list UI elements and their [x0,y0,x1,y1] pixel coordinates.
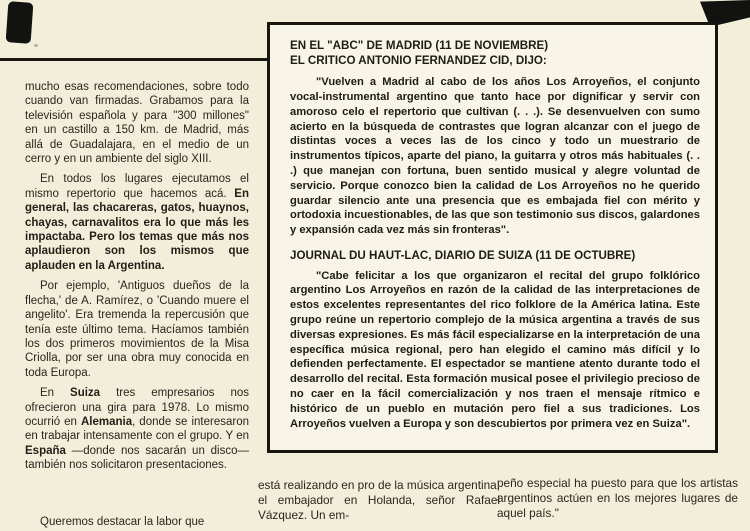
paragraph-ejemplos: Por ejemplo, 'Antiguos dueños de la flecha,' de A. Ramírez, o 'Cuando muere el angelito'. Era tremenda la repercusión que tenía este último tema. Hacíamos también los dos primeros movimientos de la Misa Criolla, por ser una obra muy conocida en toda Europa. [25,280,249,379]
text-run: tres empresarios nos ofrecieron una gira para 1978. Lo mismo ocurrió en [25,387,249,428]
paragraph-recomendaciones: mucho esas recomendaciones, sobre todo cuando van firmadas. Grabamos para la televisión española y para "300 millones" en un castillo a 150 km. de Madrid, más allá de Guadalajara, en el medio de un cerro y en un ambiente del siglo XIII. [25,81,249,166]
left-text-column [25,80,249,531]
quote-header-abc-line2: EL CRITICO ANTONIO FERNANDEZ CID, DIJO: [290,53,547,67]
paragraph-repertorio-regular: En todos los lugares ejecutamos el mismo repertorio que hacemos acá. [25,173,249,200]
bottom-column-right: peño especial ha puesto para que los artistas argentinos actúen en los mejores lugares de aquel país." [497,476,738,520]
quote-header-journal-haut-lac: JOURNAL DU HAUT-LAC, DIARIO DE SUIZA (11 DE OCTUBRE) [290,248,636,262]
bold-alemania: Alemania [80,415,133,428]
paragraph-repertorio [25,172,249,273]
paragraph-repertorio-bold: En general, las chacareras, gatos, huaynos, chayas, carnavalitos era lo que más les impactaba. Pero los temas que más nos aplaudieron son los mismos que aplauden en la Argentina. [25,187,249,272]
bold-espana: España [25,444,66,457]
quote-journal-haut-lac: "Cabe felicitar a los que organizaron el recital del grupo folklórico argentino Los Arroyeños en razón de la calidad de las interpretaciones de estos excelentes representantes del rico folklore de la América latina. Este grupo reúne un repertorio complejo de la música argentina a través de sus diversas expresiones. Es más fácil especializarse en la interpretación de una específica música regional, pero han elegido el camino más difícil y lo defienden perfectamente. El espectador se mantiene atento durante todo el desarrollo del recital. Esta formación musical posee el privilegio precioso de no caer en la fácil comercialización y nos traen el mensaje rítmico e histórico de un pueblo en mutación pero fiel a sus tradiciones. Los Arroyeños vuelven a Europa y son descubiertos por primera vez en Suiza". [290,269,700,430]
quote-abc-madrid: "Vuelven a Madrid al cabo de los años Los Arroyeños, el conjunto vocal-instrumental argentino que tanto hace por dignificar y servir con amoroso celo el repertorio que cultivan (. . .). Se desenvuelven con sumo acierto en la búsqueda de contrastes que logran alcanzar con el juego de distintas voces a veces las de los cinco y todo un muestrario de instrumentos típicos, aparte del piano, la guitarra y otros más habituales (. . .) que manejan con fortuna, buen sentido musical y alegre voluntad de servicio. Porque conozco bien la calidad de Los Arroyeños no he querido guardar silencio ante una presencia que es embajada fiel con mérito y ortodoxia incuestionables, de las que son testimonio sus discos, galardones y expansión cada vez más sin fronteras". [290,76,700,237]
paragraph-giras [25,386,249,472]
bottom-column-left: está realizando en pro de la música argentina, el embajador en Holanda, señor Rafael Vázquez. Un em- [258,478,500,522]
quote-header-abc-line1: EN EL "ABC" DE MADRID (11 DE NOVIEMBRE) [290,39,549,52]
press-quotes-box [267,22,718,453]
text-run: En [40,387,71,400]
text-run: , donde se interesaron en trabajar intensamente con el grupo. Y en [25,415,249,443]
bold-suiza: Suiza [70,387,101,400]
torn-corner-mark-top-left [6,1,34,44]
paper-speck [34,44,38,47]
horizontal-rule [0,58,270,61]
text-run: —donde nos sacarán un disco— también nos solicitaron presentaciones. [25,444,249,472]
paragraph-queremos-destacar: Queremos destacar la labor que [40,515,205,528]
